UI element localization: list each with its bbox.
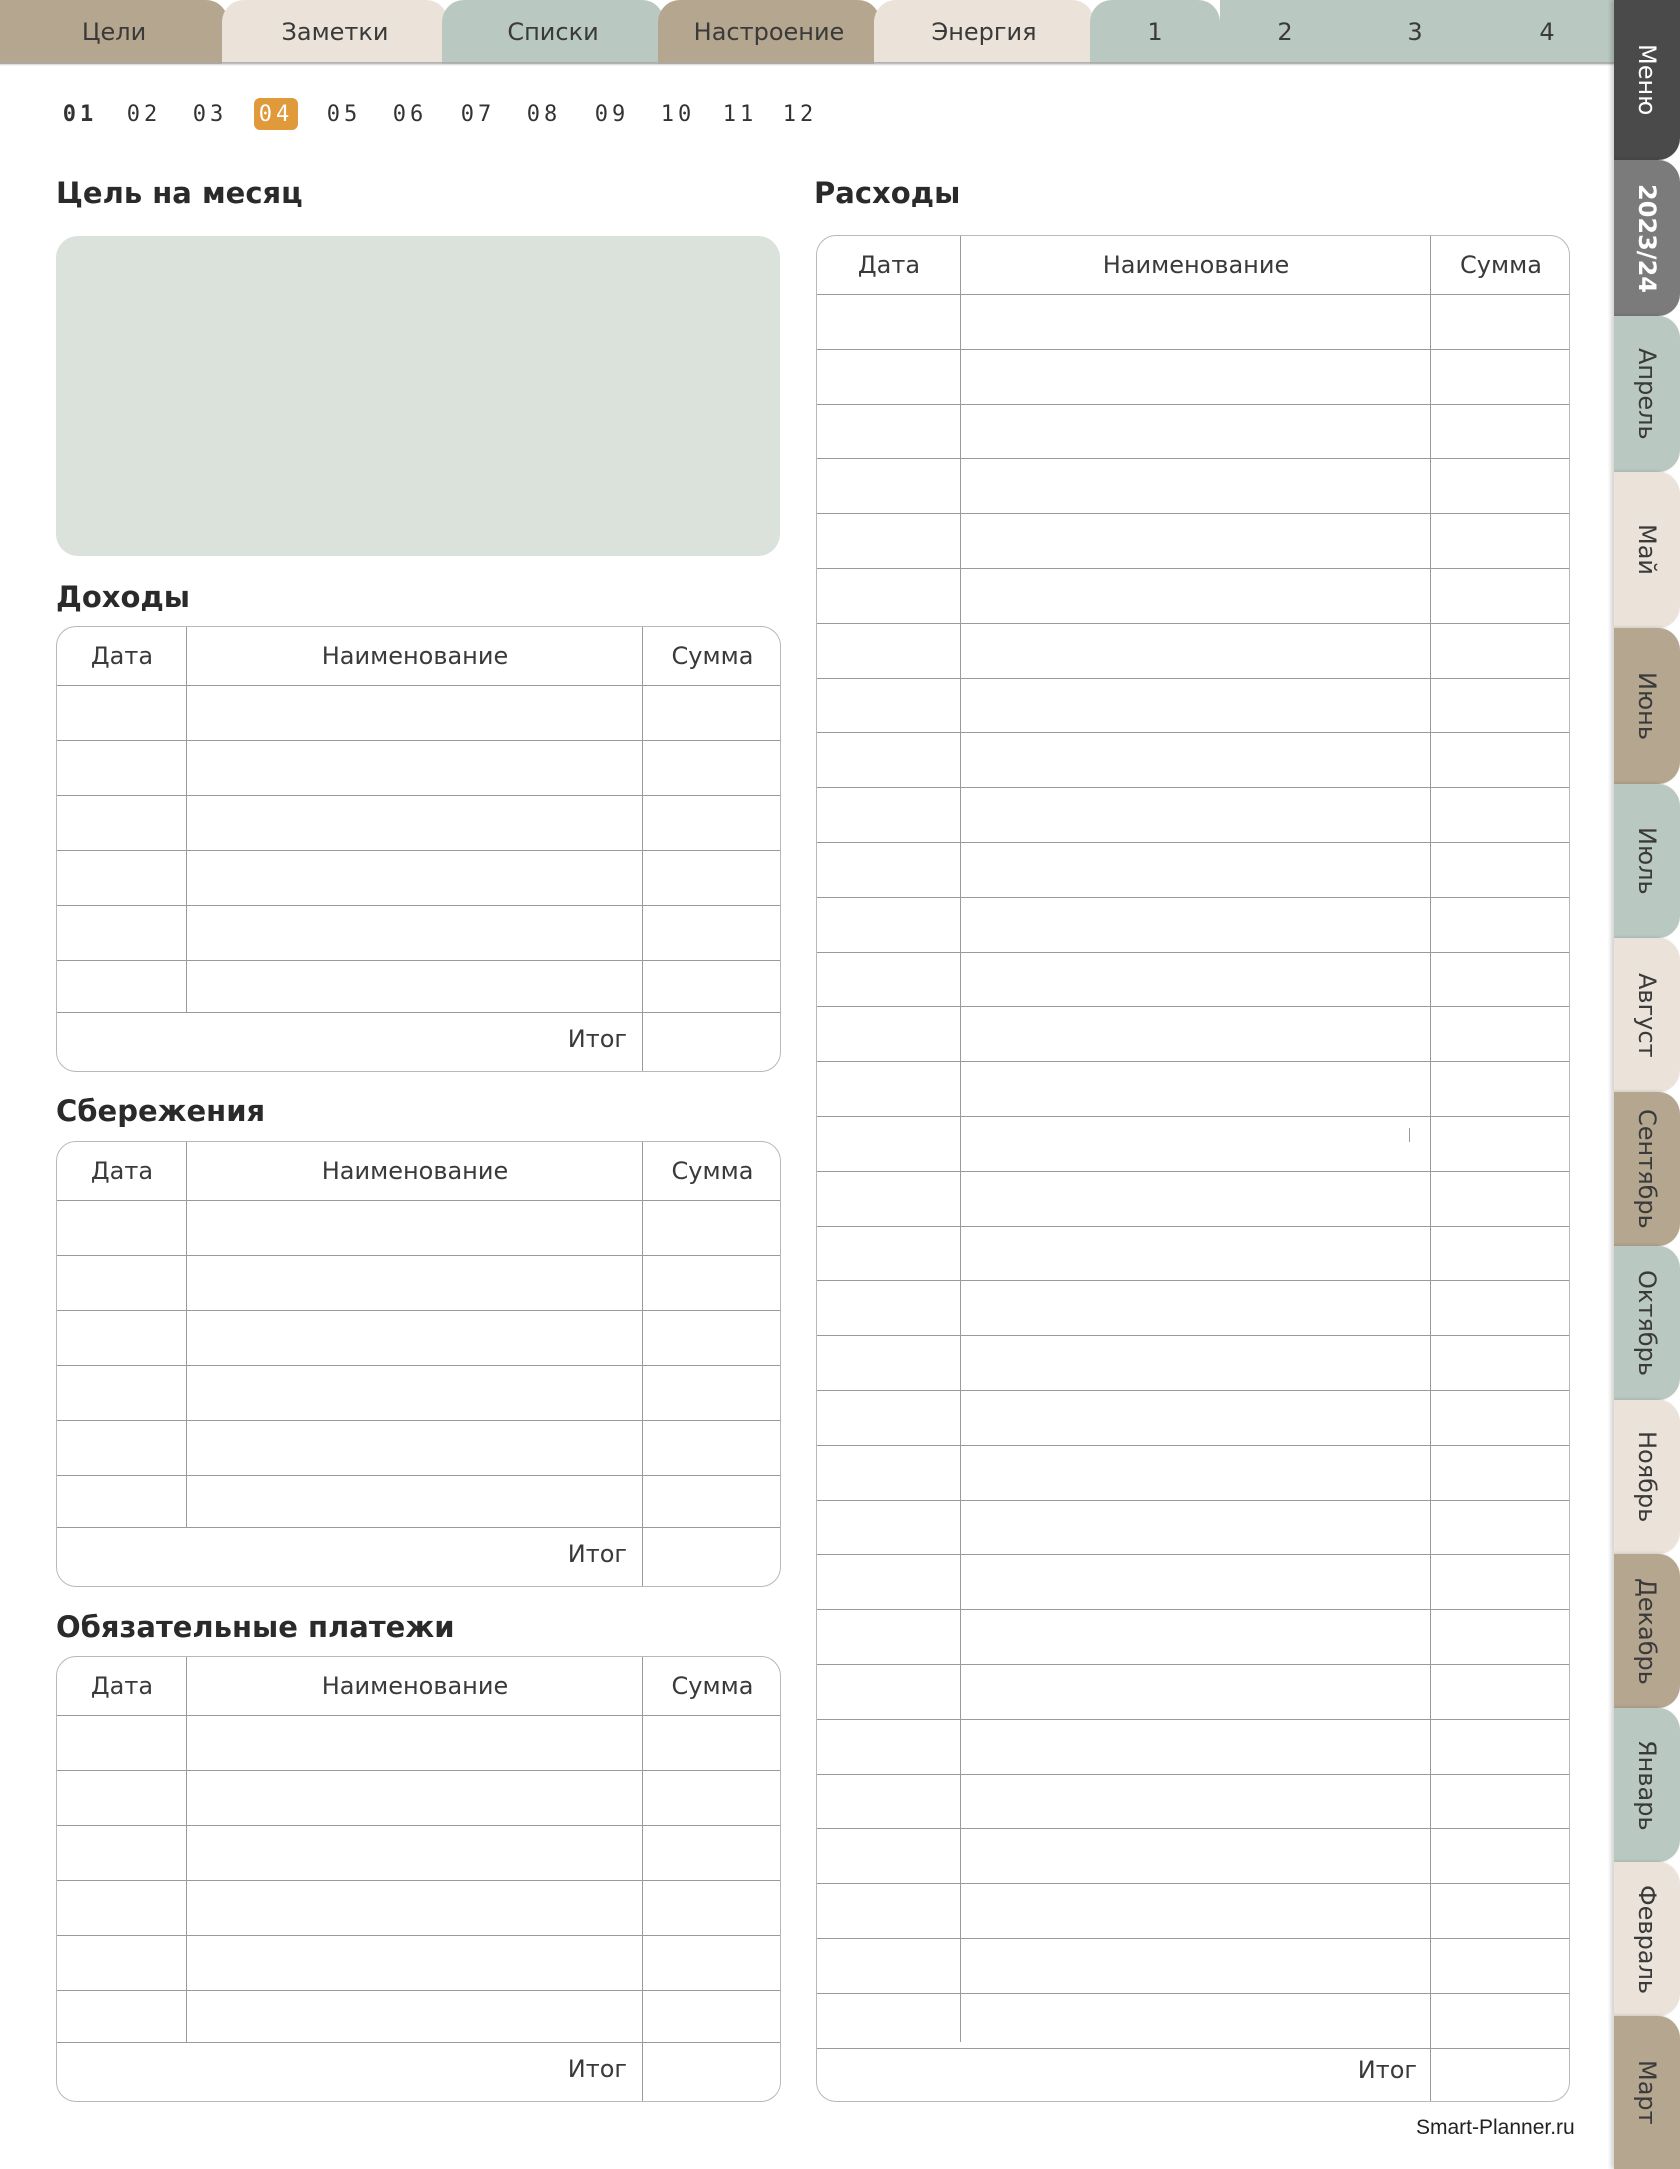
- table-row-divider: [817, 404, 1569, 405]
- month-06[interactable]: 06: [392, 101, 428, 127]
- col-date-header: Дата: [90, 1672, 154, 1700]
- side-tab-february[interactable]: [1614, 1862, 1680, 2016]
- side-tab-label: Октябрь: [1633, 1270, 1661, 1376]
- tab-notes[interactable]: [222, 0, 448, 64]
- side-tab-year[interactable]: [1614, 160, 1680, 316]
- col-sum-header: Сумма: [671, 642, 754, 670]
- payments-table[interactable]: [56, 1656, 781, 2102]
- side-tab-july[interactable]: [1614, 784, 1680, 938]
- side-tab-label: Февраль: [1633, 1884, 1661, 1994]
- col-name-header: Наименование: [321, 642, 509, 670]
- tab-label: Настроение: [693, 18, 845, 46]
- table-row-divider: [817, 1664, 1569, 1665]
- side-tab-september[interactable]: [1614, 1092, 1680, 1246]
- table-row-divider: [817, 513, 1569, 514]
- table-row-divider: [817, 897, 1569, 898]
- side-tab-august[interactable]: [1614, 938, 1680, 1092]
- table-row-divider: [817, 1938, 1569, 1939]
- col-date-header: Дата: [857, 251, 921, 279]
- payments-title: Обязательные платежи: [56, 1610, 455, 1644]
- side-tab-june[interactable]: [1614, 628, 1680, 784]
- table-row-divider: [817, 1390, 1569, 1391]
- col-date-header: Дата: [90, 1157, 154, 1185]
- top-tab-bar: [0, 0, 1614, 64]
- income-table[interactable]: [56, 626, 781, 1072]
- month-09[interactable]: 09: [594, 101, 630, 127]
- table-row-divider: [817, 1774, 1569, 1775]
- tab-week-3[interactable]: [1350, 0, 1480, 64]
- table-row-divider: [817, 952, 1569, 953]
- tab-energy[interactable]: [874, 0, 1094, 64]
- table-row-divider: [817, 1993, 1569, 1994]
- table-row-divider: [817, 1554, 1569, 1555]
- table-row-divider: [817, 787, 1569, 788]
- side-tab-label: Ноябрь: [1633, 1431, 1661, 1523]
- expenses-table[interactable]: [816, 235, 1570, 2102]
- side-tab-january[interactable]: [1614, 1708, 1680, 1862]
- table-row-divider: [817, 1500, 1569, 1501]
- table-row-divider: [817, 1061, 1569, 1062]
- tab-label: 2: [1277, 18, 1293, 46]
- col-sum-header: Сумма: [671, 1157, 754, 1185]
- side-tab-label: Сентябрь: [1633, 1109, 1661, 1229]
- table-row-divider: [817, 1226, 1569, 1227]
- table-row-divider: [817, 1006, 1569, 1007]
- income-title: Доходы: [56, 580, 191, 614]
- table-row-divider: [817, 1609, 1569, 1610]
- side-tab-march[interactable]: [1614, 2016, 1680, 2169]
- table-row-divider: [817, 1828, 1569, 1829]
- month-05[interactable]: 05: [326, 101, 362, 127]
- table-row-divider: [817, 1116, 1569, 1117]
- month-01[interactable]: 01: [62, 101, 98, 127]
- side-tab-label: 2023/24: [1633, 183, 1661, 293]
- side-tab-label: Декабрь: [1633, 1577, 1661, 1685]
- table-row-divider: [817, 732, 1569, 733]
- savings-title: Сбережения: [56, 1094, 266, 1128]
- text-cursor: [1409, 1128, 1410, 1142]
- col-sum-header: Сумма: [671, 1672, 754, 1700]
- tab-week-1[interactable]: [1090, 0, 1220, 64]
- side-tab-december[interactable]: [1614, 1554, 1680, 1708]
- top-tab-shadow: [0, 62, 1614, 66]
- month-12[interactable]: 12: [782, 101, 818, 127]
- tab-label: Энергия: [931, 18, 1037, 46]
- side-tab-label: Апрель: [1633, 348, 1661, 440]
- col-name-header: Наименование: [1102, 251, 1290, 279]
- expenses-total-label: Итог: [1357, 2056, 1417, 2084]
- tab-mood[interactable]: [658, 0, 880, 64]
- month-11[interactable]: 11: [722, 101, 758, 127]
- side-tab-october[interactable]: [1614, 1246, 1680, 1400]
- month-02[interactable]: 02: [126, 101, 162, 127]
- side-tab-label: Август: [1633, 972, 1661, 1058]
- table-row-divider: [817, 1280, 1569, 1281]
- col-date-header: Дата: [90, 642, 154, 670]
- savings-total-label: Итог: [567, 1540, 627, 1568]
- col-name-header: Наименование: [321, 1157, 509, 1185]
- side-tab-november[interactable]: [1614, 1400, 1680, 1554]
- expenses-title: Расходы: [814, 176, 961, 210]
- payments-total-label: Итог: [567, 2055, 627, 2083]
- month-03[interactable]: 03: [192, 101, 228, 127]
- month-10[interactable]: 10: [660, 101, 696, 127]
- table-row-divider: [817, 1171, 1569, 1172]
- tab-week-4[interactable]: [1480, 0, 1614, 64]
- tab-goals[interactable]: [0, 0, 228, 64]
- goal-title: Цель на месяц: [56, 176, 303, 210]
- tab-label: 4: [1539, 18, 1555, 46]
- side-tab-may[interactable]: [1614, 472, 1680, 628]
- month-07[interactable]: 07: [460, 101, 496, 127]
- table-row-divider: [817, 623, 1569, 624]
- footer-brand: Smart-Planner.ru: [1416, 2116, 1575, 2139]
- side-tab-label: Июнь: [1633, 672, 1661, 740]
- tab-week-2[interactable]: [1220, 0, 1350, 64]
- side-tab-label: Март: [1633, 2060, 1661, 2125]
- table-row-divider: [817, 1883, 1569, 1884]
- table-row-divider: [817, 294, 1569, 295]
- table-row-divider: [817, 1719, 1569, 1720]
- col-name-header: Наименование: [321, 1672, 509, 1700]
- tab-label: 1: [1147, 18, 1163, 46]
- side-tab-label: Июль: [1633, 827, 1661, 895]
- table-row-divider: [817, 1445, 1569, 1446]
- month-08[interactable]: 08: [526, 101, 562, 127]
- table-row-divider: [817, 1335, 1569, 1336]
- tab-label: Заметки: [281, 18, 389, 46]
- tab-lists[interactable]: [442, 0, 664, 64]
- tab-label: Цели: [81, 18, 147, 46]
- month-04[interactable]: 04: [254, 98, 298, 130]
- tab-label: Списки: [507, 18, 599, 46]
- side-tab-label: Январь: [1633, 1739, 1661, 1831]
- side-tab-menu[interactable]: [1614, 0, 1680, 160]
- side-tab-april[interactable]: [1614, 316, 1680, 472]
- table-row-divider: [817, 678, 1569, 679]
- side-tab-bar: [1614, 0, 1680, 2169]
- side-tab-label: Май: [1633, 524, 1661, 576]
- col-sum-header: Сумма: [1460, 251, 1542, 279]
- goal-input-area[interactable]: [56, 236, 780, 556]
- income-total-label: Итог: [567, 1025, 627, 1053]
- table-row-divider: [817, 458, 1569, 459]
- savings-table[interactable]: [56, 1141, 781, 1587]
- table-row-divider: [817, 349, 1569, 350]
- tab-label: 3: [1407, 18, 1423, 46]
- side-tab-label: Меню: [1633, 44, 1661, 116]
- table-row-divider: [817, 568, 1569, 569]
- table-row-divider: [817, 842, 1569, 843]
- table-row-divider: [817, 2048, 1569, 2049]
